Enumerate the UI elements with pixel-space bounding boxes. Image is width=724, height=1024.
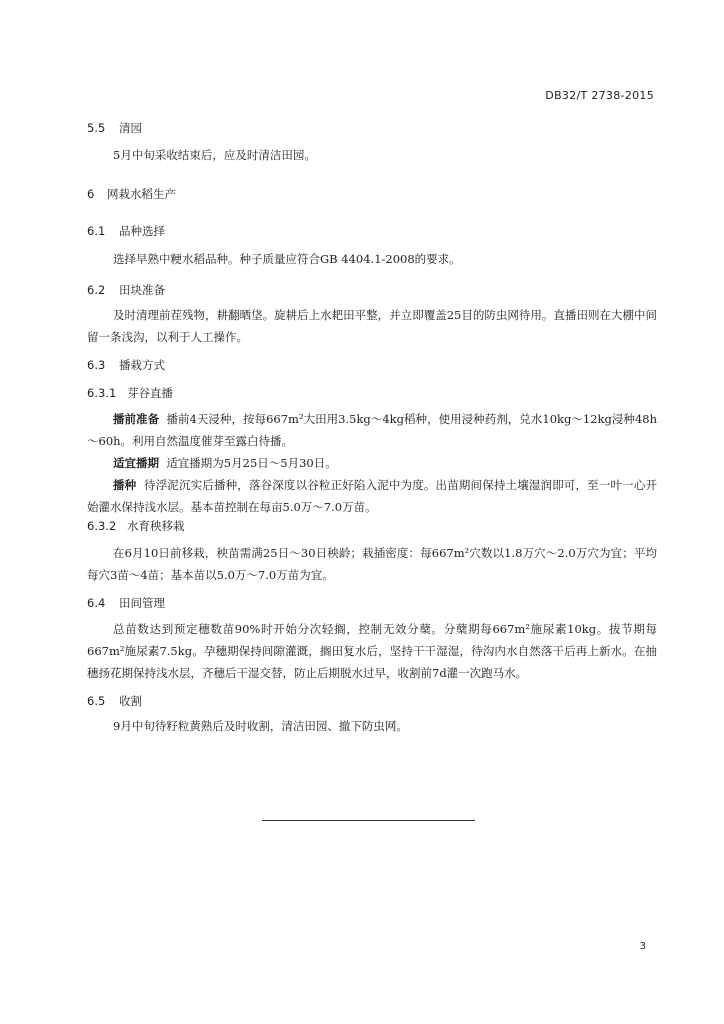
heading-6 [87,186,176,202]
heading-number: 6.3 [87,358,106,372]
item-text: 适宜播期为5月25日～5月30日。 [166,456,337,470]
heading-number: 5.5 [87,121,106,135]
heading-title: 田间管理 [119,596,165,610]
item-seed-preparation [87,408,657,452]
paragraph-5-5: 5月中旬采收结束后，应及时清洁田园。 [113,148,316,162]
item-sowing-period [87,452,657,474]
heading-6-5 [87,693,142,709]
heading-title: 收割 [119,694,142,708]
item-text: 播前4天浸种，按每667m²大田用3.5kg～4kg稻种，使用浸种药剂，兑水10kg～12kg浸种48h～60h。利用自然温度催芽至露白待播。 [87,412,658,448]
end-rule [262,820,475,821]
heading-6-3-2 [87,518,185,534]
heading-title: 水育秧移栽 [127,519,185,533]
heading-6-4 [87,595,165,611]
paragraph-6-2: 及时清理前茬残物，耕翻晒垡。旋耕后上水耙田平整，并立即覆盖25目的防虫网待用。直播田则在大棚中间留一条浅沟，以利于人工操作。 [87,308,657,344]
term-label: 播种 [113,478,137,492]
heading-number: 6 [87,187,95,201]
item-sowing [87,474,657,518]
heading-number: 6.1 [87,224,106,238]
heading-number: 6.2 [87,283,106,297]
heading-number: 6.4 [87,596,106,610]
heading-6-3 [87,357,165,373]
heading-6-3-1 [87,385,173,401]
heading-5-5 [87,120,142,136]
heading-title: 网栽水稻生产 [107,187,176,201]
heading-6-1 [87,223,165,239]
paragraph-6-4: 总苗数达到预定穗数苗90%时开始分次轻搁，控制无效分蘖。分蘖期每667m²施尿素10kg。拔节期每667m²施尿素7.5kg。孕穗期保持间隙灌溉，搁田复水后，坚持干干湿湿，待沟内水自然落干后再上新水。在抽穗扬花期保持浅水层，齐穗后干湿交替，防止后期脱水过早，收割前7d灌一次跑马水。 [87,622,657,680]
heading-title: 播栽方式 [119,358,165,372]
paragraph-6-5: 9月中旬待籽粒黄熟后及时收割，清洁田园、撤下防虫网。 [113,719,408,733]
heading-title: 田块准备 [119,283,165,297]
heading-number: 6.3.1 [87,386,117,400]
heading-number: 6.3.2 [87,519,117,533]
item-text: 待浮泥沉实后播种，落谷深度以谷粒正好陷入泥中为度。出苗期间保持土壤湿润即可，至一叶一心开始灌水保持浅水层。基本苗控制在每亩5.0万～7.0万苗。 [87,478,657,514]
heading-title: 芽谷直播 [127,386,173,400]
heading-title: 品种选择 [119,224,165,238]
heading-6-2 [87,282,165,298]
page-number: 3 [639,941,646,952]
term-label: 播前准备 [113,412,160,426]
heading-number: 6.5 [87,694,106,708]
heading-title: 清园 [119,121,142,135]
paragraph-6-1: 选择早熟中粳水稻品种。种子质量应符合GB 4404.1-2008的要求。 [113,252,461,266]
paragraph-6-3-2: 在6月10日前移栽，秧苗需满25日～30日秧龄；栽插密度：每667m²穴数以1.8万穴～2.0万穴为宜；平均每穴3苗～4苗；基本苗以5.0万～7.0万苗为宜。 [87,546,657,582]
standard-code: DB32/T 2738-2015 [545,89,654,102]
term-label: 适宜播期 [113,456,159,470]
